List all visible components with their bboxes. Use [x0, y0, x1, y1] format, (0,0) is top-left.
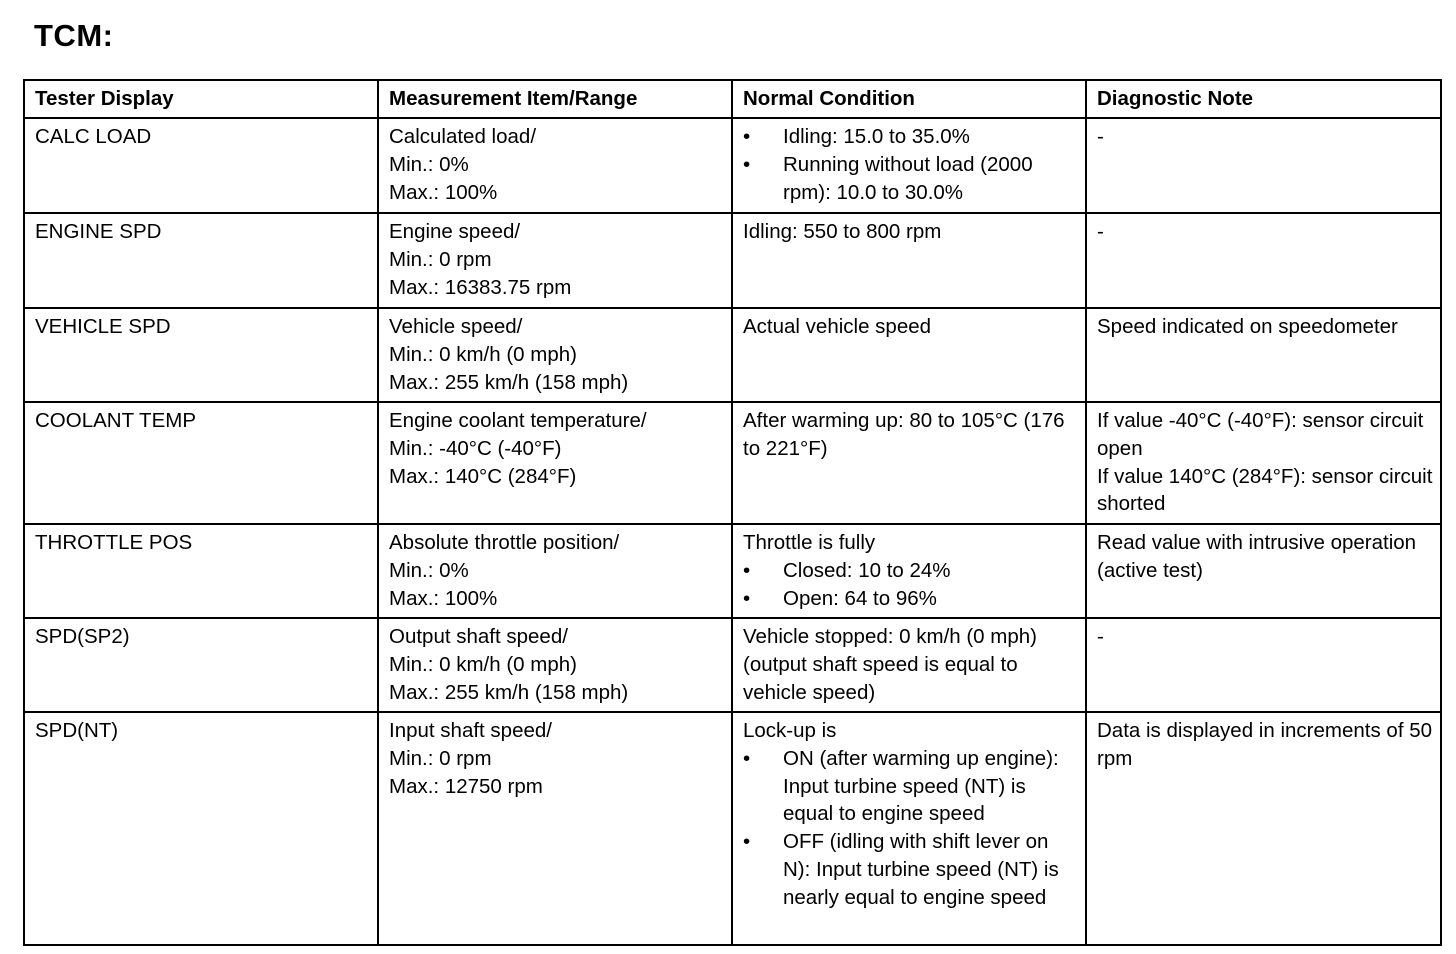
- measurement-line: Vehicle speed/: [389, 315, 523, 338]
- measurement-line: Min.: -40°C (-40°F): [389, 436, 562, 460]
- bullet-icon: •: [743, 746, 751, 770]
- cell-normal-condition: [732, 308, 1086, 402]
- table-row: [24, 618, 1441, 712]
- measurement-line: Min.: 0%: [389, 558, 469, 582]
- measurement-line: Input shaft speed/: [389, 719, 552, 742]
- bullet-item: [743, 557, 1079, 585]
- table-body: [24, 118, 1441, 945]
- normal-condition-text: Lock-up is: [743, 719, 837, 742]
- normal-condition-text: Idling: 550 to 800 rpm: [743, 220, 942, 243]
- cell-normal-condition: [732, 712, 1086, 945]
- table-row: [24, 402, 1441, 524]
- bullet-text: ON (after warming up engine): Input turbine speed (NT) is equal to engine speed: [783, 746, 1059, 826]
- measurement-line: Max.: 100%: [389, 180, 498, 204]
- bullet-item: [743, 745, 1079, 828]
- cell-diagnostic-note: [1086, 213, 1441, 308]
- header-measurement-item: Measurement Item/Range: [378, 80, 732, 118]
- cell-diagnostic-note: [1086, 524, 1441, 618]
- table-header-row: [24, 80, 1441, 118]
- measurement-line: Max.: 255 km/h (158 mph): [389, 680, 629, 704]
- cell-diagnostic-note: [1086, 618, 1441, 712]
- table-row: [24, 308, 1441, 402]
- cell-tester-display: THROTTLE POS: [24, 524, 378, 618]
- diagnostic-note-text: Read value with intrusive operation (active test): [1097, 531, 1417, 582]
- table-row: [24, 213, 1441, 308]
- measurement-line: Calculated load/: [389, 125, 537, 148]
- diagnostic-note-text: If value -40°C (-40°F): sensor circuit open: [1097, 409, 1424, 460]
- measurement-line: Min.: 0 rpm: [389, 746, 492, 770]
- bullet-item: [743, 585, 1079, 613]
- cell-diagnostic-note: [1086, 118, 1441, 213]
- cell-tester-display: ENGINE SPD: [24, 213, 378, 308]
- measurement-line: Engine coolant temperature/: [389, 409, 647, 432]
- measurement-line: Min.: 0 km/h (0 mph): [389, 342, 577, 366]
- diagnostic-note-text: -: [1097, 220, 1104, 243]
- bullet-item: [743, 123, 1079, 151]
- cell-normal-condition: [732, 618, 1086, 712]
- bullet-item: [743, 828, 1079, 911]
- cell-tester-display: VEHICLE SPD: [24, 308, 378, 402]
- cell-measurement-item: [378, 308, 732, 402]
- table-row: [24, 118, 1441, 213]
- cell-measurement-item: [378, 118, 732, 213]
- bullet-icon: •: [743, 558, 751, 582]
- cell-measurement-item: [378, 712, 732, 945]
- normal-condition-text: Vehicle stopped: 0 km/h (0 mph) (output shaft speed is equal to vehicle speed): [743, 625, 1037, 704]
- measurement-line: Min.: 0 km/h (0 mph): [389, 652, 577, 676]
- cell-normal-condition: [732, 118, 1086, 213]
- cell-tester-display: SPD(SP2): [24, 618, 378, 712]
- normal-condition-text: After warming up: 80 to 105°C (176 to 221°F): [743, 409, 1065, 460]
- measurement-line: Max.: 100%: [389, 586, 498, 610]
- bullet-text: Closed: 10 to 24%: [783, 558, 951, 582]
- measurement-line: Max.: 255 km/h (158 mph): [389, 370, 629, 394]
- cell-tester-display: SPD(NT): [24, 712, 378, 945]
- measurement-line: Min.: 0 rpm: [389, 247, 492, 271]
- cell-diagnostic-note: [1086, 308, 1441, 402]
- normal-condition-text: Throttle is fully: [743, 531, 876, 554]
- bullet-icon: •: [743, 830, 751, 854]
- table-row: [24, 712, 1441, 945]
- page-title: TCM:: [34, 18, 114, 53]
- measurement-line: Engine speed/: [389, 220, 521, 243]
- bullet-icon: •: [743, 152, 751, 176]
- header-tester-display: Tester Display: [24, 80, 378, 118]
- header-normal-condition: Normal Condition: [732, 80, 1086, 118]
- data-list-table: [23, 79, 1442, 946]
- measurement-line: Max.: 140°C (284°F): [389, 464, 577, 488]
- bullet-text: Open: 64 to 96%: [783, 586, 937, 610]
- cell-measurement-item: [378, 524, 732, 618]
- cell-tester-display: COOLANT TEMP: [24, 402, 378, 524]
- bullet-text: Running without load (2000 rpm): 10.0 to 30.0%: [783, 152, 1033, 204]
- normal-condition-text: Actual vehicle speed: [743, 315, 932, 338]
- bullet-text: OFF (idling with shift lever on N): Input turbine speed (NT) is nearly equal to engine speed: [783, 830, 1059, 909]
- cell-measurement-item: [378, 213, 732, 308]
- measurement-line: Max.: 16383.75 rpm: [389, 275, 572, 299]
- cell-diagnostic-note: [1086, 402, 1441, 524]
- measurement-line: Output shaft speed/: [389, 625, 568, 648]
- cell-normal-condition: [732, 524, 1086, 618]
- bullet-text: Idling: 15.0 to 35.0%: [783, 125, 970, 148]
- measurement-line: Max.: 12750 rpm: [389, 774, 543, 798]
- cell-measurement-item: [378, 402, 732, 524]
- cell-measurement-item: [378, 618, 732, 712]
- measurement-line: Min.: 0%: [389, 152, 469, 176]
- cell-normal-condition: [732, 402, 1086, 524]
- bullet-item: [743, 151, 1079, 207]
- cell-diagnostic-note: [1086, 712, 1441, 945]
- cell-tester-display: CALC LOAD: [24, 118, 378, 213]
- diagnostic-note-text: Data is displayed in increments of 50 rpm: [1097, 719, 1433, 770]
- measurement-line: Absolute throttle position/: [389, 531, 620, 554]
- bullet-list: [743, 745, 1079, 912]
- diagnostic-note-text: Speed indicated on speedometer: [1097, 315, 1398, 338]
- bullet-icon: •: [743, 586, 751, 610]
- cell-normal-condition: [732, 213, 1086, 308]
- diagnostic-note-text: -: [1097, 125, 1104, 148]
- bullet-list: [743, 557, 1079, 613]
- bullet-list: [743, 123, 1079, 206]
- diagnostic-note-text: -: [1097, 625, 1104, 648]
- bullet-icon: •: [743, 125, 751, 148]
- header-diagnostic-note: Diagnostic Note: [1086, 80, 1441, 118]
- diagnostic-note-text: If value 140°C (284°F): sensor circuit shorted: [1097, 464, 1433, 516]
- table-row: [24, 524, 1441, 618]
